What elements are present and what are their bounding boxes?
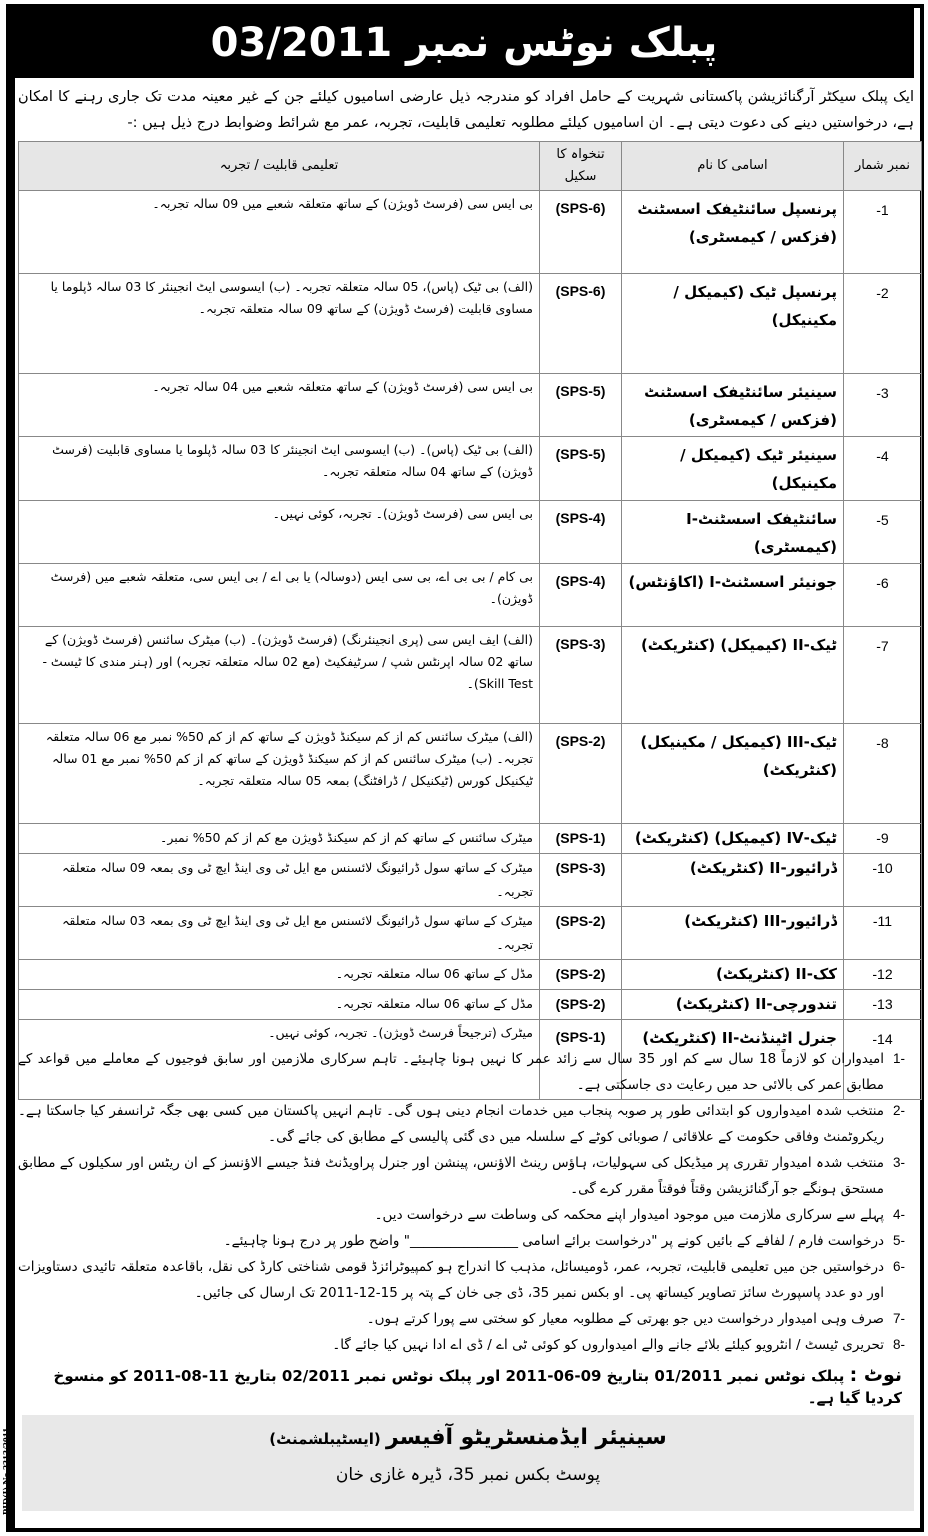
post-name: ٹیک-IV (کیمیکل) (کنٹریکٹ): [622, 824, 844, 854]
serial-number: -9: [844, 824, 922, 854]
pay-scale: (SPS-4): [540, 564, 622, 627]
table-row: [19, 824, 922, 854]
table-row: [19, 374, 922, 437]
pay-scale: (SPS-6): [540, 191, 622, 274]
qualification: بی کام / بی بی اے، بی سی ایس (دوسالہ) یا بی اے / بی ایس سی، متعلقہ شعبے میں (فرسٹ ڈویژن)۔: [19, 564, 540, 627]
pay-scale: (SPS-2): [540, 960, 622, 990]
condition-number: -7: [892, 1311, 905, 1326]
header-qualification: تعلیمی قابلیت / تجربہ: [19, 142, 540, 191]
table-row: [19, 724, 922, 824]
notice-title: پبلک نوٹس نمبر 03/2011: [14, 8, 914, 78]
serial-number: -6: [844, 564, 922, 627]
qualification: بی ایس سی (فرسٹ ڈویژن)۔ تجربہ، کوئی نہیں۔: [19, 501, 540, 564]
qualification: مڈل کے ساتھ 06 سالہ متعلقہ تجربہ۔: [19, 990, 540, 1020]
condition-number: -2: [892, 1103, 905, 1118]
post-name: ٹیک-II (کیمیکل) (کنٹریکٹ): [622, 627, 844, 724]
conditions-list: [18, 1046, 914, 1358]
condition-item: [18, 1098, 914, 1150]
post-name: سینیئر سائنٹیفک اسسٹنٹ (فزکس / کیمسٹری): [622, 374, 844, 437]
header-post: اسامی کا نام: [622, 142, 844, 191]
condition-number: -1: [892, 1051, 905, 1066]
condition-item: [18, 1228, 914, 1254]
condition-number: -4: [892, 1207, 905, 1222]
post-name: جنرل اٹینڈنٹ-II (کنٹریکٹ): [622, 1020, 844, 1100]
condition-text: صرف وہی امیدوار درخواست دیں جو بھرتی کے مطلوبہ معیار کو سختی سے پورا کرتے ہوں۔: [366, 1311, 884, 1327]
table-row: [19, 990, 922, 1020]
qualification: (الف) ایف ایس سی (پری انجینئرنگ) (فرسٹ ڈویژن)۔ (ب) میٹرک سائنس (فرسٹ ڈویژن) کے ساتھ 02 سالہ اپرنٹس شپ / سرٹیفکیٹ (مع 02 سالہ متعلقہ تجربہ) اور (ہنر مندی کا ٹیسٹ - Skill Test)۔: [19, 627, 540, 724]
post-name: جونیئر اسسٹنٹ-I (اکاؤنٹس): [622, 564, 844, 627]
post-name: ڈرائیور-III (کنٹریکٹ): [622, 907, 844, 960]
serial-number: -1: [844, 191, 922, 274]
pay-scale: (SPS-5): [540, 374, 622, 437]
qualification: (الف) بی ٹیک (پاس)، 05 سالہ متعلقہ تجربہ۔ (ب) ایسوسی ایٹ انجینئر کا 03 سالہ ڈپلوما یا مساوی قابلیت (فرسٹ ڈویژن) کے ساتھ 09 سالہ متعلقہ تجربہ۔: [19, 274, 540, 374]
pay-scale: (SPS-5): [540, 437, 622, 501]
qualification: میٹرک کے ساتھ سول ڈرائیونگ لائسنس مع ایل ٹی وی اینڈ ایچ ٹی وی بمعہ 03 سالہ متعلقہ تجربہ۔: [19, 907, 540, 960]
pay-scale: (SPS-2): [540, 990, 622, 1020]
post-name: سائنٹیفک اسسٹنٹ-I (کیمسٹری): [622, 501, 844, 564]
pay-scale: (SPS-3): [540, 627, 622, 724]
table-row: [19, 854, 922, 907]
intro-paragraph: ایک پبلک سیکٹر آرگنائزیشن پاکستانی شہریت کے حامل افراد کو مندرجہ ذیل عارضی اسامیوں کیلئے جن کے غیر معینہ مدت تک جاری رہنے کا امکان ہے، درخواستیں دینے کی دعوت دیتی ہے۔ ان اسامیوں کیلئے مطلوبہ تعلیمی قابلیت، تجربہ، عمر مع شرائط وضوابط درج ذیل ہیں :-: [18, 89, 914, 131]
post-name: کک-II (کنٹریکٹ): [622, 960, 844, 990]
condition-number: -8: [892, 1337, 905, 1352]
condition-item: [18, 1332, 914, 1358]
note-label: نوٹ :: [849, 1364, 902, 1386]
table-row: [19, 907, 922, 960]
office-dept: (ایسٹیبلشمنٹ): [269, 1430, 381, 1448]
header-serial: نمبر شمار: [844, 142, 922, 191]
condition-number: -3: [892, 1155, 905, 1170]
condition-item: [18, 1202, 914, 1228]
qualification: مڈل کے ساتھ 06 سالہ متعلقہ تجربہ۔: [19, 960, 540, 990]
table-row: [19, 627, 922, 724]
post-name: تندورچی-II (کنٹریکٹ): [622, 990, 844, 1020]
serial-number: -4: [844, 437, 922, 501]
condition-text: درخواستیں جن میں تعلیمی قابلیت، تجربہ، عمر، ڈومیسائل، مذہب کا اندراج ہو کمپیوٹرائزڈ قومی شناختی کارڈ کی نقل، باقاعدہ متعلقہ تائیدی دستاویزات اور دو عدد پاسپورٹ سائز تصاویر کیساتھ پی۔ او بکس نمبر 35، ڈی جی خان کے پتہ پر 15-12-2011 تک ارسال کی جائیں۔: [18, 1259, 884, 1301]
condition-item: [18, 1046, 914, 1098]
serial-number: -3: [844, 374, 922, 437]
qualification: میٹرک (ترجیحاً فرسٹ ڈویژن)۔ تجربہ، کوئی نہیں۔: [19, 1020, 540, 1100]
post-name: پرنسپل ٹیک (کیمیکل / مکینیکل): [622, 274, 844, 374]
pay-scale: (SPS-3): [540, 854, 622, 907]
table-row: [19, 437, 922, 501]
pay-scale: (SPS-1): [540, 1020, 622, 1100]
footer: [22, 1415, 914, 1511]
pay-scale: (SPS-6): [540, 274, 622, 374]
serial-number: -13: [844, 990, 922, 1020]
pid-number: PID(I) No.2313/2011: [2, 1427, 13, 1515]
condition-item: [18, 1306, 914, 1332]
condition-number: -5: [892, 1233, 905, 1248]
condition-text: پہلے سے سرکاری ملازمت میں موجود امیدوار اپنے محکمہ کی وساطت سے درخواست دیں۔: [374, 1207, 884, 1223]
lower-section: [18, 1046, 914, 1511]
condition-text: منتخب شدہ امیدوار تقرری پر میڈیکل کی سہولیات، ہاؤس رینٹ الاؤنس، پینشن اور جنرل پراویڈنٹ فنڈ جیسے الاؤنسز کے ان ریٹس اور سکیلوں کے مطابق مستحق ہونگے جو آرگنائزیشن وقتاً فوقتاً مقرر کرے گی۔: [18, 1155, 884, 1197]
qualification: میٹرک سائنس کے ساتھ کم از کم سیکنڈ ڈویژن مع کم از کم 50% نمبر۔: [19, 824, 540, 854]
table-row: [19, 501, 922, 564]
table-row: [19, 960, 922, 990]
condition-text: تحریری ٹیسٹ / انٹرویو کیلئے بلائے جانے والے امیدواروں کو کوئی ٹی اے / ڈی اے ادا نہیں کیا جائے گا۔: [332, 1337, 884, 1353]
post-name: ڈرائیور-II (کنٹریکٹ): [622, 854, 844, 907]
table-row: [19, 274, 922, 374]
post-name: ٹیک-III (کیمیکل / مکینیکل) (کنٹریکٹ): [622, 724, 844, 824]
qualification: (الف) میٹرک سائنس کم از کم سیکنڈ ڈویژن کے ساتھ کم از کم 50% نمبر مع 06 سالہ متعلقہ تجربہ۔ (ب) میٹرک سائنس کم از کم سیکنڈ ڈویژن کے ساتھ کم از کم 50% نمبر مع 01 سالہ ٹیکنیکل کورس (ٹیکنیکل / ڈرافٹنگ) بمعہ 05 سالہ متعلقہ تجربہ۔: [19, 724, 540, 824]
condition-text: درخواست فارم / لفافے کے بائیں کونے پر "درخواست برائے اسامی ________________" واضح طور پر درج ہونا چاہیئے۔: [223, 1233, 884, 1249]
header-scale: تنخواہ کا سکیل: [540, 142, 622, 191]
office-title: سینیئر ایڈمنسٹریٹو آفیسر: [386, 1425, 667, 1450]
qualification: بی ایس سی (فرسٹ ڈویژن) کے ساتھ متعلقہ شعبے میں 09 سالہ تجربہ۔: [19, 191, 540, 274]
post-name: سینیئر ٹیک (کیمیکل / مکینیکل): [622, 437, 844, 501]
serial-number: -2: [844, 274, 922, 374]
table-row: [19, 191, 922, 274]
qualification: (الف) بی ٹیک (پاس)۔ (ب) ایسوسی ایٹ انجینئر کا 03 سالہ ڈپلوما یا مساوی قابلیت (فرسٹ ڈویژن) کے ساتھ 04 سالہ متعلقہ تجربہ۔: [19, 437, 540, 501]
serial-number: -11: [844, 907, 922, 960]
post-name: پرنسپل سائنٹیفک اسسٹنٹ (فزکس / کیمسٹری): [622, 191, 844, 274]
serial-number: -7: [844, 627, 922, 724]
qualification: میٹرک کے ساتھ سول ڈرائیونگ لائسنس مع ایل ٹی وی اینڈ ایچ ٹی وی بمعہ 09 سالہ متعلقہ تجربہ۔: [19, 854, 540, 907]
pay-scale: (SPS-2): [540, 907, 622, 960]
condition-item: [18, 1254, 914, 1306]
note-text: پبلک نوٹس نمبر 01/2011 بتاریخ 09-06-2011 اور پبلک نوٹس نمبر 02/2011 بتاریخ 11-08-2011 کو منسوخ کردیا گیا ہے۔: [53, 1367, 902, 1407]
note: [18, 1364, 914, 1409]
condition-text: منتخب شدہ امیدواروں کو ابتدائی طور پر صوبہ پنجاب میں خدمات انجام دینی ہوں گی۔ تاہم انہیں پاکستان میں کسی بھی جگہ ٹرانسفر کیا جاسکتا ہے۔ ریکروٹمنٹ وفاقی حکومت کے علاقائی / صوبائی کوٹے کے سلسلہ میں دی گئی پالیسی کے مطابق کی جائے گی۔: [18, 1103, 884, 1145]
office-address: پوسٹ بکس نمبر 35، ڈیرہ غازی خان: [335, 1465, 601, 1485]
serial-number: -14: [844, 1020, 922, 1100]
condition-text: امیدواران کو لازماً 18 سال سے کم اور 35 سال سے زائد عمر کا نہیں ہونا چاہیئے۔ تاہم سرکاری ملازمین اور سابق فوجیوں کے معاملے میں قواعد کے مطابق عمر کی بالائی حد میں رعایت دی جاسکتی ہے۔: [18, 1051, 885, 1093]
pay-scale: (SPS-1): [540, 824, 622, 854]
vacancies-table: [18, 141, 922, 1100]
pay-scale: (SPS-4): [540, 501, 622, 564]
pay-scale: (SPS-2): [540, 724, 622, 824]
qualification: بی ایس سی (فرسٹ ڈویژن) کے ساتھ متعلقہ شعبے میں 04 سالہ تجربہ۔: [19, 374, 540, 437]
condition-item: [18, 1150, 914, 1202]
serial-number: -12: [844, 960, 922, 990]
serial-number: -8: [844, 724, 922, 824]
table-row: [19, 564, 922, 627]
condition-number: -6: [892, 1259, 905, 1274]
serial-number: -10: [844, 854, 922, 907]
serial-number: -5: [844, 501, 922, 564]
